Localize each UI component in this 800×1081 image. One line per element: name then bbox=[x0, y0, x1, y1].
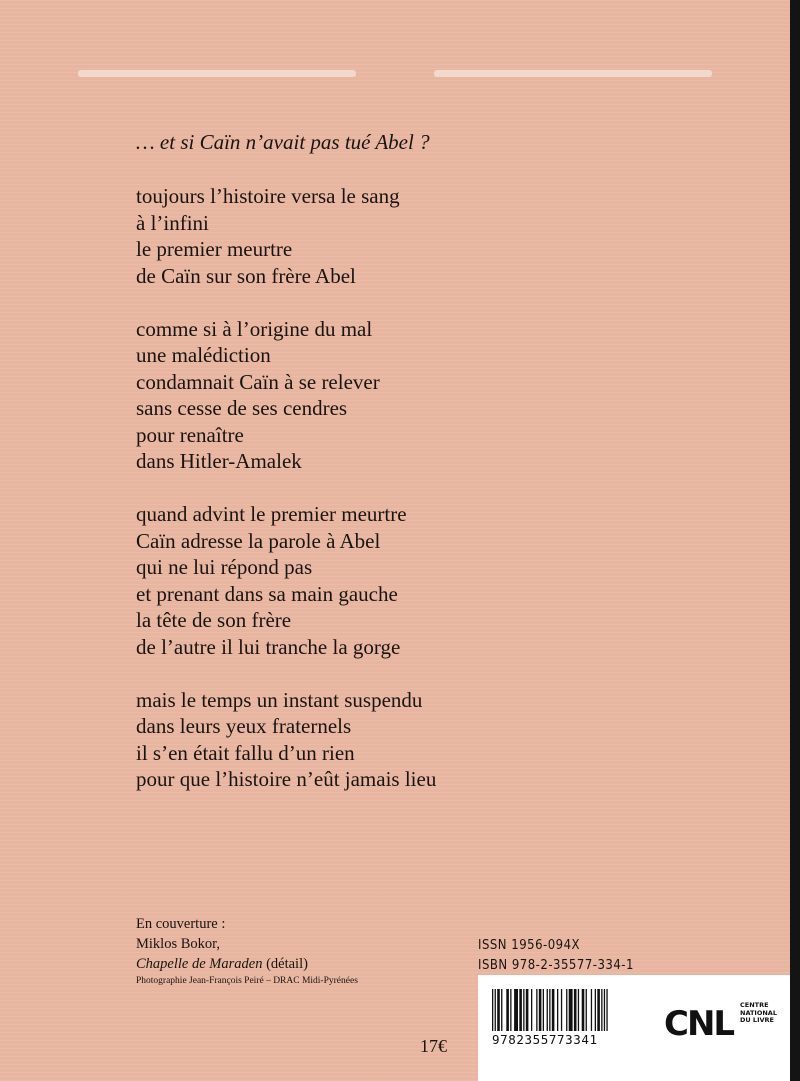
poem-line: pour renaître bbox=[136, 422, 244, 447]
stanza-1 bbox=[136, 183, 436, 289]
poem-line: et prenant dans sa main gauche bbox=[136, 581, 398, 606]
decorative-bar-right bbox=[434, 70, 712, 77]
barcode-bar bbox=[557, 989, 558, 1031]
poem-line: la tête de son frère bbox=[136, 608, 292, 632]
poem-line: de l’autre il lui tranche la gorge bbox=[136, 634, 401, 659]
poem-line: une malédiction bbox=[136, 343, 271, 367]
barcode-bar bbox=[514, 989, 518, 1031]
cover-credits bbox=[136, 914, 358, 988]
poem-line: toujours l’histoire versa le sang bbox=[136, 184, 400, 208]
barcode-bar bbox=[552, 989, 555, 1031]
barcode-bar bbox=[578, 989, 579, 1031]
barcode-bar bbox=[519, 989, 522, 1031]
stanza-3 bbox=[136, 501, 436, 660]
barcode-bar bbox=[536, 989, 537, 1031]
barcode-panel bbox=[478, 975, 790, 1081]
barcode-bar bbox=[492, 989, 493, 1031]
poem-line: pour que l’histoire n’eût jamais lieu bbox=[136, 767, 437, 791]
issn: ISSN 1956-094X bbox=[478, 938, 581, 953]
barcode-bar bbox=[591, 989, 592, 1031]
barcode-bar bbox=[601, 989, 602, 1031]
barcode-bar bbox=[526, 989, 529, 1031]
barcode-bar bbox=[523, 989, 524, 1031]
barcode-bar bbox=[539, 989, 542, 1031]
cnl-logo bbox=[664, 1003, 736, 1043]
cnl-label bbox=[740, 1002, 777, 1025]
credits-work-suffix: (détail) bbox=[262, 956, 308, 972]
poem-line: à l’infini bbox=[136, 210, 209, 235]
barcode-bar bbox=[543, 989, 544, 1031]
poem-line: le premier meurtre bbox=[136, 237, 293, 261]
barcode-bar bbox=[549, 989, 550, 1031]
credits-photo: Photographie Jean-François Peiré – DRAC Midi-Pyrénées bbox=[136, 976, 358, 986]
poem-line: Caïn adresse la parole à Abel bbox=[136, 528, 381, 553]
barcode-bar bbox=[531, 989, 532, 1031]
poem-line: qui ne lui répond pas bbox=[136, 555, 313, 579]
barcode-bar bbox=[495, 989, 496, 1031]
poem-line: de Caïn sur son frère Abel bbox=[136, 263, 356, 288]
barcode-bar bbox=[547, 989, 548, 1031]
barcode-bar bbox=[586, 989, 587, 1031]
credits-heading: En couverture : bbox=[136, 916, 226, 932]
decorative-bar-left bbox=[78, 70, 356, 77]
barcode-digits: 9782355773341 bbox=[492, 1032, 598, 1047]
poem-line: mais le temps un instant suspendu bbox=[136, 687, 423, 712]
barcode-bar bbox=[604, 989, 605, 1031]
credits-work-line bbox=[136, 954, 358, 974]
price: 17€ bbox=[420, 1036, 447, 1056]
poem-line: sans cesse de ses cendres bbox=[136, 396, 348, 420]
identifier-codes bbox=[478, 936, 634, 976]
cnl-label-line: DU LIVRE bbox=[740, 1016, 774, 1024]
poem-line: dans leurs yeux fraternels bbox=[136, 714, 352, 738]
barcode-bar bbox=[497, 989, 500, 1031]
barcode-bar bbox=[582, 989, 585, 1031]
barcode-bar bbox=[510, 989, 511, 1031]
barcode-bar bbox=[506, 989, 509, 1031]
isbn: ISBN 978-2-35577-334-1 bbox=[478, 958, 634, 973]
barcode-bar bbox=[597, 989, 600, 1031]
barcode-bar bbox=[595, 989, 596, 1031]
credits-work-title: Chapelle de Maraden bbox=[136, 956, 263, 972]
poem-line: condamnait Caïn à se relever bbox=[136, 369, 380, 394]
poem-line: il s’en était fallu d’un rien bbox=[136, 740, 355, 765]
stanza-2 bbox=[136, 316, 436, 475]
barcode bbox=[492, 989, 647, 1031]
barcode-bar bbox=[574, 989, 577, 1031]
barcode-bar bbox=[501, 989, 502, 1031]
barcode-bar bbox=[569, 989, 573, 1031]
barcode-bar bbox=[561, 989, 562, 1031]
cnl-label-line: NATIONAL bbox=[740, 1008, 777, 1017]
stanza-4 bbox=[136, 687, 436, 793]
barcode-bar bbox=[606, 989, 607, 1031]
credits-artist: Miklos Bokor, bbox=[136, 936, 221, 952]
cnl-label-line: CENTRE bbox=[740, 1001, 769, 1009]
barcode-bar bbox=[566, 989, 567, 1031]
poem-line: dans Hitler-Amalek bbox=[136, 449, 302, 473]
cnl-logo-letters: CNL bbox=[664, 1004, 734, 1043]
poem-line: comme si à l’origine du mal bbox=[136, 316, 373, 341]
poem-line: quand advint le premier meurtre bbox=[136, 502, 407, 526]
poem bbox=[136, 183, 436, 819]
epigraph: … et si Caïn n’avait pas tué Abel ? bbox=[136, 130, 430, 154]
